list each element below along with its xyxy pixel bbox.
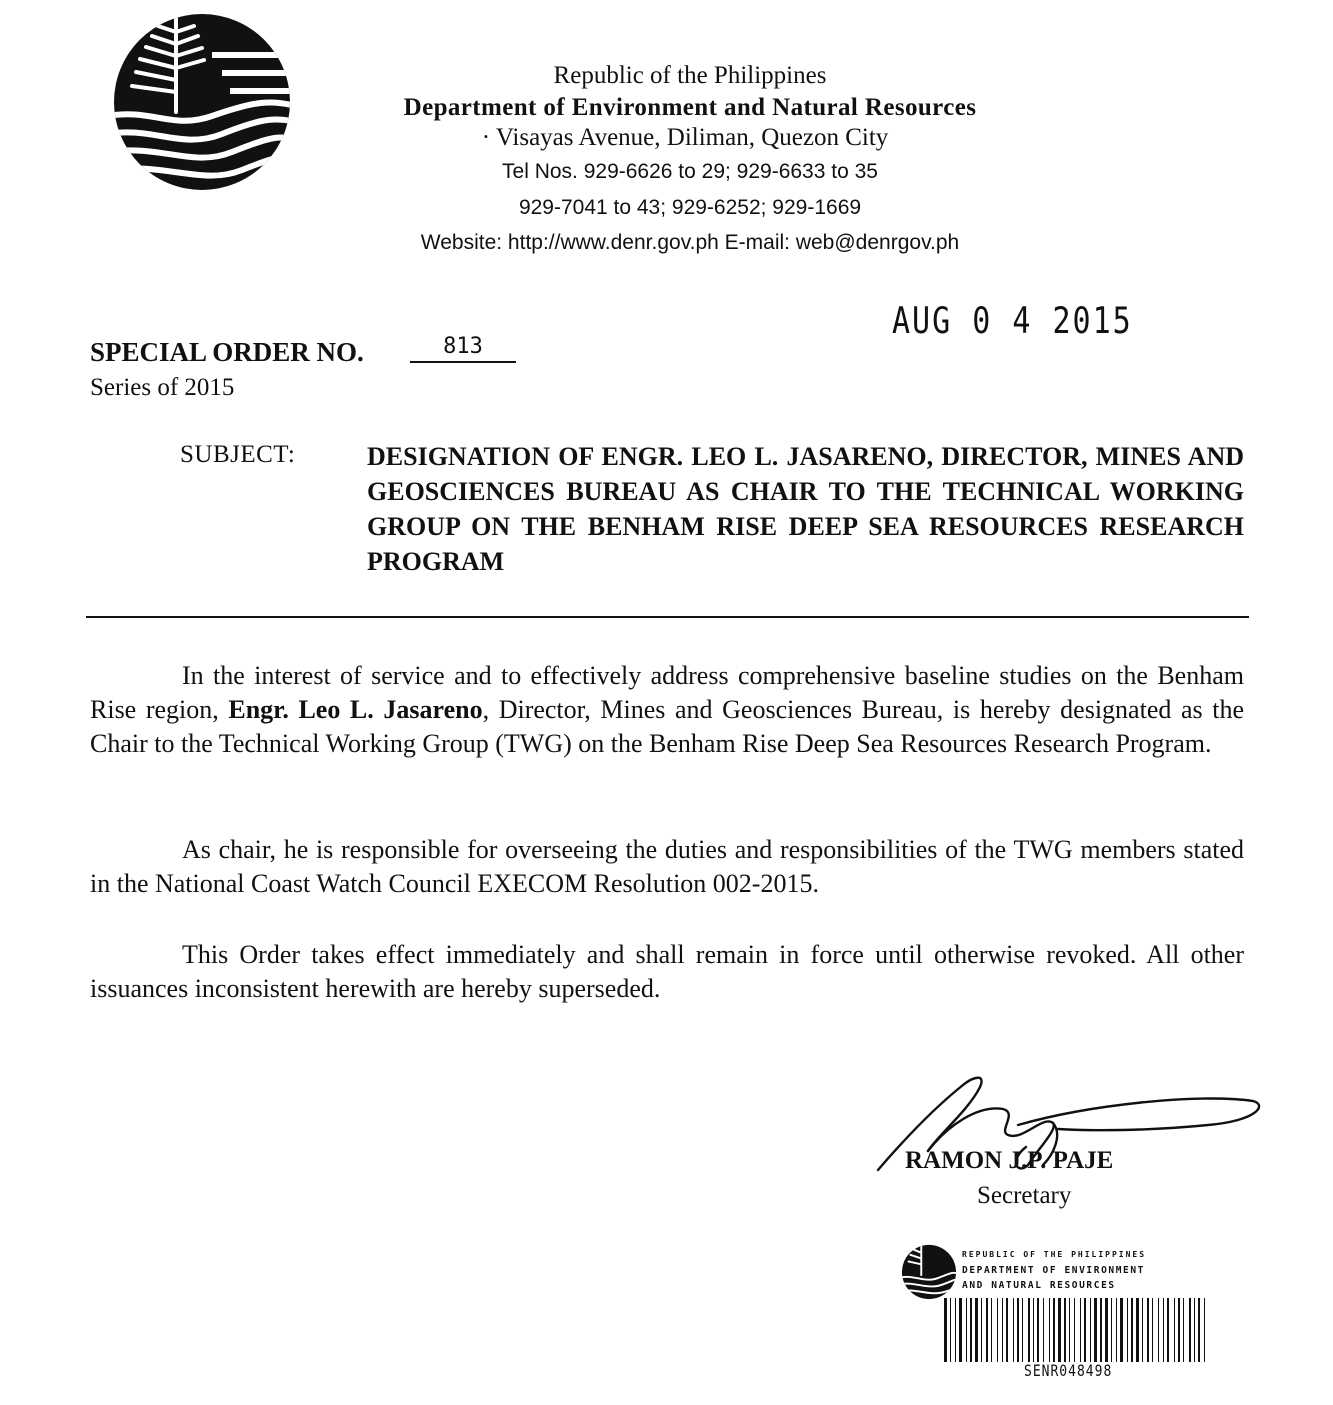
- barcode-bar: [1174, 1298, 1175, 1362]
- barcode-bar: [1147, 1298, 1149, 1362]
- barcode-bar: [1116, 1298, 1117, 1362]
- barcode-bar: [1058, 1298, 1061, 1362]
- para-1-text-b: , Director, Mines and Geosciences Bureau, is hereby designated as the Chair to the Technical Working Group (TWG) on the Benham Rise Deep Sea Resources Research Program.: [90, 695, 1244, 758]
- barcode-bar: [1064, 1298, 1066, 1362]
- barcode-bar: [1028, 1298, 1030, 1362]
- letterhead-tel-line-2: 929-7041 to 43; 929-6252; 929-1669: [518, 196, 862, 219]
- barcode-bar: [1090, 1298, 1091, 1362]
- barcode-bar: [1069, 1298, 1070, 1362]
- barcode-number: SENR048498: [1024, 1362, 1113, 1381]
- barcode-bar: [986, 1298, 988, 1362]
- letterhead-web-line: Website: http://www.denr.gov.ph E-mail: web@denrgov.ph: [420, 231, 960, 254]
- barcode-bar: [944, 1298, 947, 1362]
- barcode-bar: [1022, 1298, 1023, 1362]
- barcode-bar: [1183, 1298, 1184, 1362]
- stamp-line-1: REPUBLIC OF THE PHILIPPINES: [962, 1250, 1147, 1259]
- barcode-bar: [1189, 1298, 1191, 1362]
- barcode-bar: [997, 1298, 998, 1362]
- barcode-bar: [1002, 1298, 1003, 1362]
- barcode-bar: [1037, 1298, 1039, 1362]
- denr-logo-icon: [112, 12, 292, 192]
- barcode-bar: [1163, 1298, 1164, 1362]
- barcode-bar: [981, 1298, 982, 1362]
- divider-rule: [86, 616, 1249, 618]
- barcode-bar: [1127, 1298, 1128, 1362]
- barcode-bar: [970, 1298, 972, 1362]
- barcode-bar: [1178, 1298, 1180, 1362]
- barcode-bar: [966, 1298, 967, 1362]
- body-paragraph-1: [90, 659, 1244, 761]
- para-1-designee-name: Engr. Leo L. Jasareno: [228, 695, 483, 724]
- letterhead-department: Department of Environment and Natural Resources: [403, 94, 977, 121]
- denr-seal-icon: [900, 1243, 958, 1301]
- subject-label: SUBJECT:: [180, 441, 296, 468]
- barcode-bar: [1204, 1298, 1205, 1362]
- barcode-bar: [1198, 1298, 1200, 1362]
- barcode-bar: [1043, 1298, 1044, 1362]
- barcode-icon: [940, 1298, 1210, 1362]
- body-paragraph-3: This Order takes effect immediately and shall remain in force until otherwise revoked. All other issuances inconsistent herewith are hereby superseded.: [90, 940, 1244, 1003]
- order-number: 813: [410, 334, 516, 363]
- body-paragraph-2: As chair, he is responsible for overseeing the duties and responsibilities of the TWG members stated in the National Coast Watch Council EXECOM Resolution 002-2015.: [90, 835, 1244, 898]
- signatory-name: RAMON J.P. PAJE: [905, 1147, 1114, 1174]
- letterhead-republic: Republic of the Philippines: [553, 62, 827, 89]
- subject-text: DESIGNATION OF ENGR. LEO L. JASARENO, DIRECTOR, MINES AND GEOSCIENCES BUREAU AS CHAIR TO THE TECHNICAL WORKING GROUP ON THE BENHAM RISE DEEP SEA RESOURCES RESEARCH PROGRAM: [367, 442, 1244, 576]
- barcode-bar: [1158, 1298, 1159, 1362]
- barcode-bar: [991, 1298, 992, 1362]
- barcode-bar: [1131, 1298, 1133, 1362]
- order-label: SPECIAL ORDER NO.: [90, 337, 364, 367]
- barcode-bar: [1100, 1298, 1102, 1362]
- barcode-bar: [955, 1298, 956, 1362]
- signatory-title: Secretary: [977, 1182, 1072, 1209]
- stamp-line-2: DEPARTMENT OF ENVIRONMENT: [962, 1265, 1145, 1276]
- barcode-bar: [1013, 1298, 1014, 1362]
- barcode-bar: [1142, 1298, 1143, 1362]
- barcode-bar: [1084, 1298, 1086, 1362]
- barcode-bar: [1152, 1298, 1153, 1362]
- date-stamp: AUG 0 4 2015: [892, 300, 1133, 343]
- barcode-bar: [1167, 1298, 1169, 1362]
- barcode-bar: [1111, 1298, 1112, 1362]
- barcode-bar: [975, 1298, 978, 1362]
- barcode-bar: [1033, 1298, 1034, 1362]
- barcode-bar: [1136, 1298, 1139, 1362]
- letterhead-address: · Visayas Avenue, Diliman, Quezon City: [481, 124, 889, 151]
- barcode-bar: [950, 1298, 951, 1362]
- barcode-bar: [1053, 1298, 1055, 1362]
- stamp-line-3: AND NATURAL RESOURCES: [962, 1280, 1116, 1291]
- barcode-bar: [1080, 1298, 1081, 1362]
- barcode-bar: [1120, 1298, 1123, 1362]
- barcode-bar: [1194, 1298, 1195, 1362]
- barcode-bar: [959, 1298, 962, 1362]
- barcode-bar: [1074, 1298, 1075, 1362]
- barcode-bar: [1006, 1298, 1008, 1362]
- barcode-bar: [1094, 1298, 1097, 1362]
- barcode-bar: [1017, 1298, 1019, 1362]
- barcode-bar: [1105, 1298, 1108, 1362]
- order-series: Series of 2015: [90, 374, 235, 401]
- letterhead-tel-line-1: Tel Nos. 929-6626 to 29; 929-6633 to 35: [502, 160, 878, 183]
- barcode-bar: [1049, 1298, 1050, 1362]
- para-1-text-a: In the interest of service and to effectively address comprehensive baseline studies on the Benham Rise region,: [90, 661, 1244, 724]
